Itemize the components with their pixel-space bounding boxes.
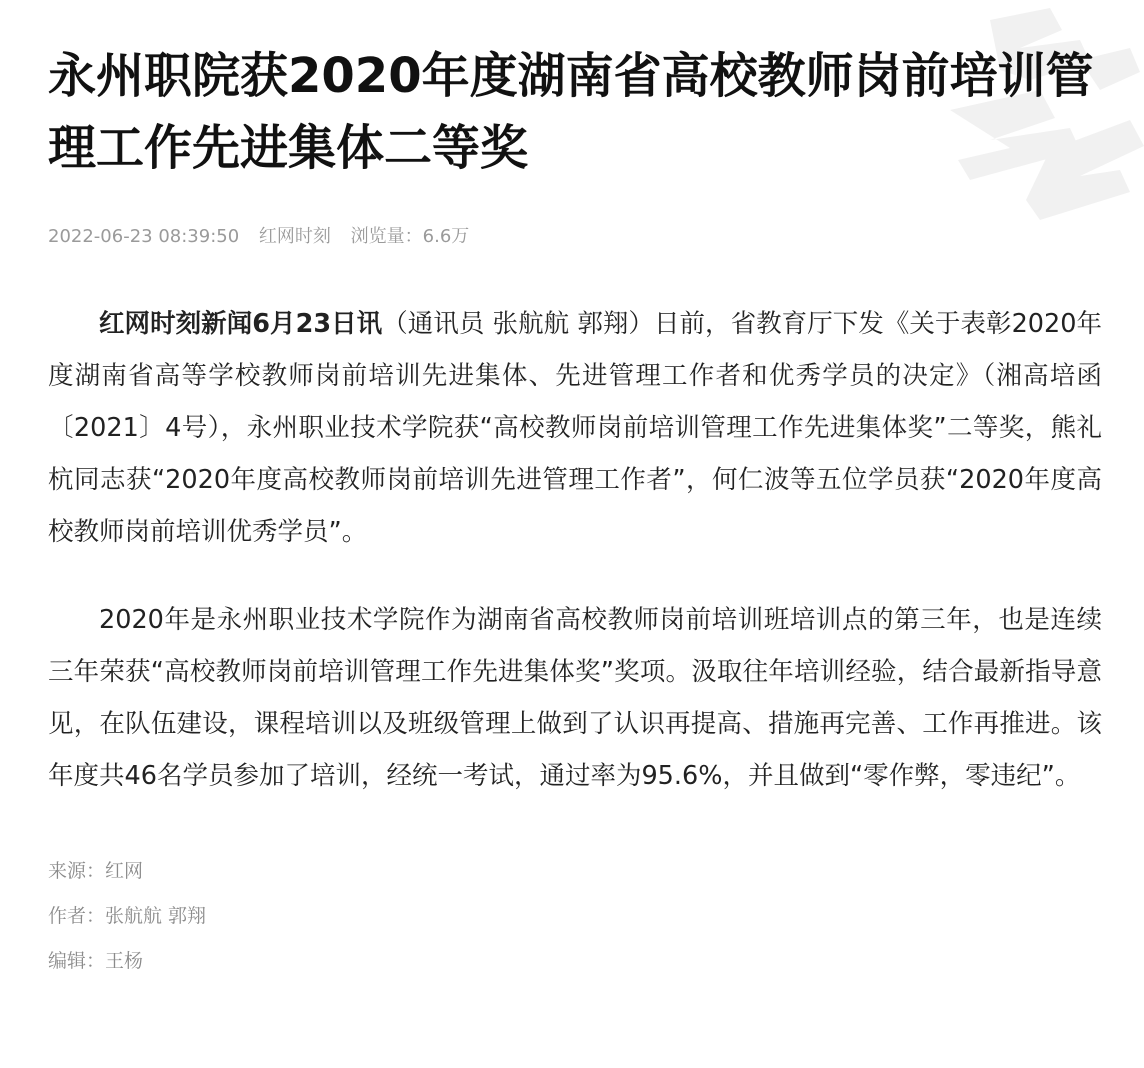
- publish-source: 红网时刻: [258, 226, 331, 247]
- paragraph-text: 2020年是永州职业技术学院作为湖南省高校教师岗前培训班培训点的第三年，也是连续三年荣获“高校教师岗前培训管理工作先进集体奖”奖项。汲取往年培训经验，结合最新指导意见，在队伍建设，课程培训以及班级管理上做到了认识再提高、措施再完善、工作再推进。该年度共46名学员参加了培训，经统一考试，通过率为95.6%，并且做到“零作弊，零违纪”。: [48, 605, 1102, 791]
- footer-source: 来源：红网: [48, 860, 144, 882]
- footer-editor: 编辑：王杨: [48, 950, 144, 972]
- publish-datetime: 2022-06-23 08:39:50: [48, 226, 240, 247]
- article: [48, 40, 1102, 993]
- footer-author: 作者：张航航 郭翔: [48, 905, 207, 927]
- article-title: 永州职院获2020年度湖南省高校教师岗前培训管理工作先进集体二等奖: [48, 48, 1094, 176]
- body-paragraph: [48, 594, 1102, 802]
- article-body: [48, 298, 1102, 802]
- article-meta: [48, 224, 1102, 250]
- view-count-label: 浏览量：: [350, 226, 423, 247]
- view-count-value: 6.6万: [422, 226, 470, 247]
- body-paragraph: [48, 298, 1102, 558]
- article-footer: [48, 858, 1102, 974]
- news-lead: 红网时刻新闻6月23日讯: [99, 309, 383, 339]
- paragraph-text: （通讯员 张航航 郭翔）日前，省教育厅下发《关于表彰2020年度湖南省高等学校教师岗前培训先进集体、先进管理工作者和优秀学员的决定》（湘高培函〔2021〕4号），永州职业技术学院获“高校教师岗前培训管理工作先进集体奖”二等奖，熊礼杭同志获“2020年度高校教师岗前培训先进管理工作者”，何仁波等五位学员获“2020年度高校教师岗前培训优秀学员”。: [48, 309, 1103, 547]
- view-count: [351, 226, 470, 247]
